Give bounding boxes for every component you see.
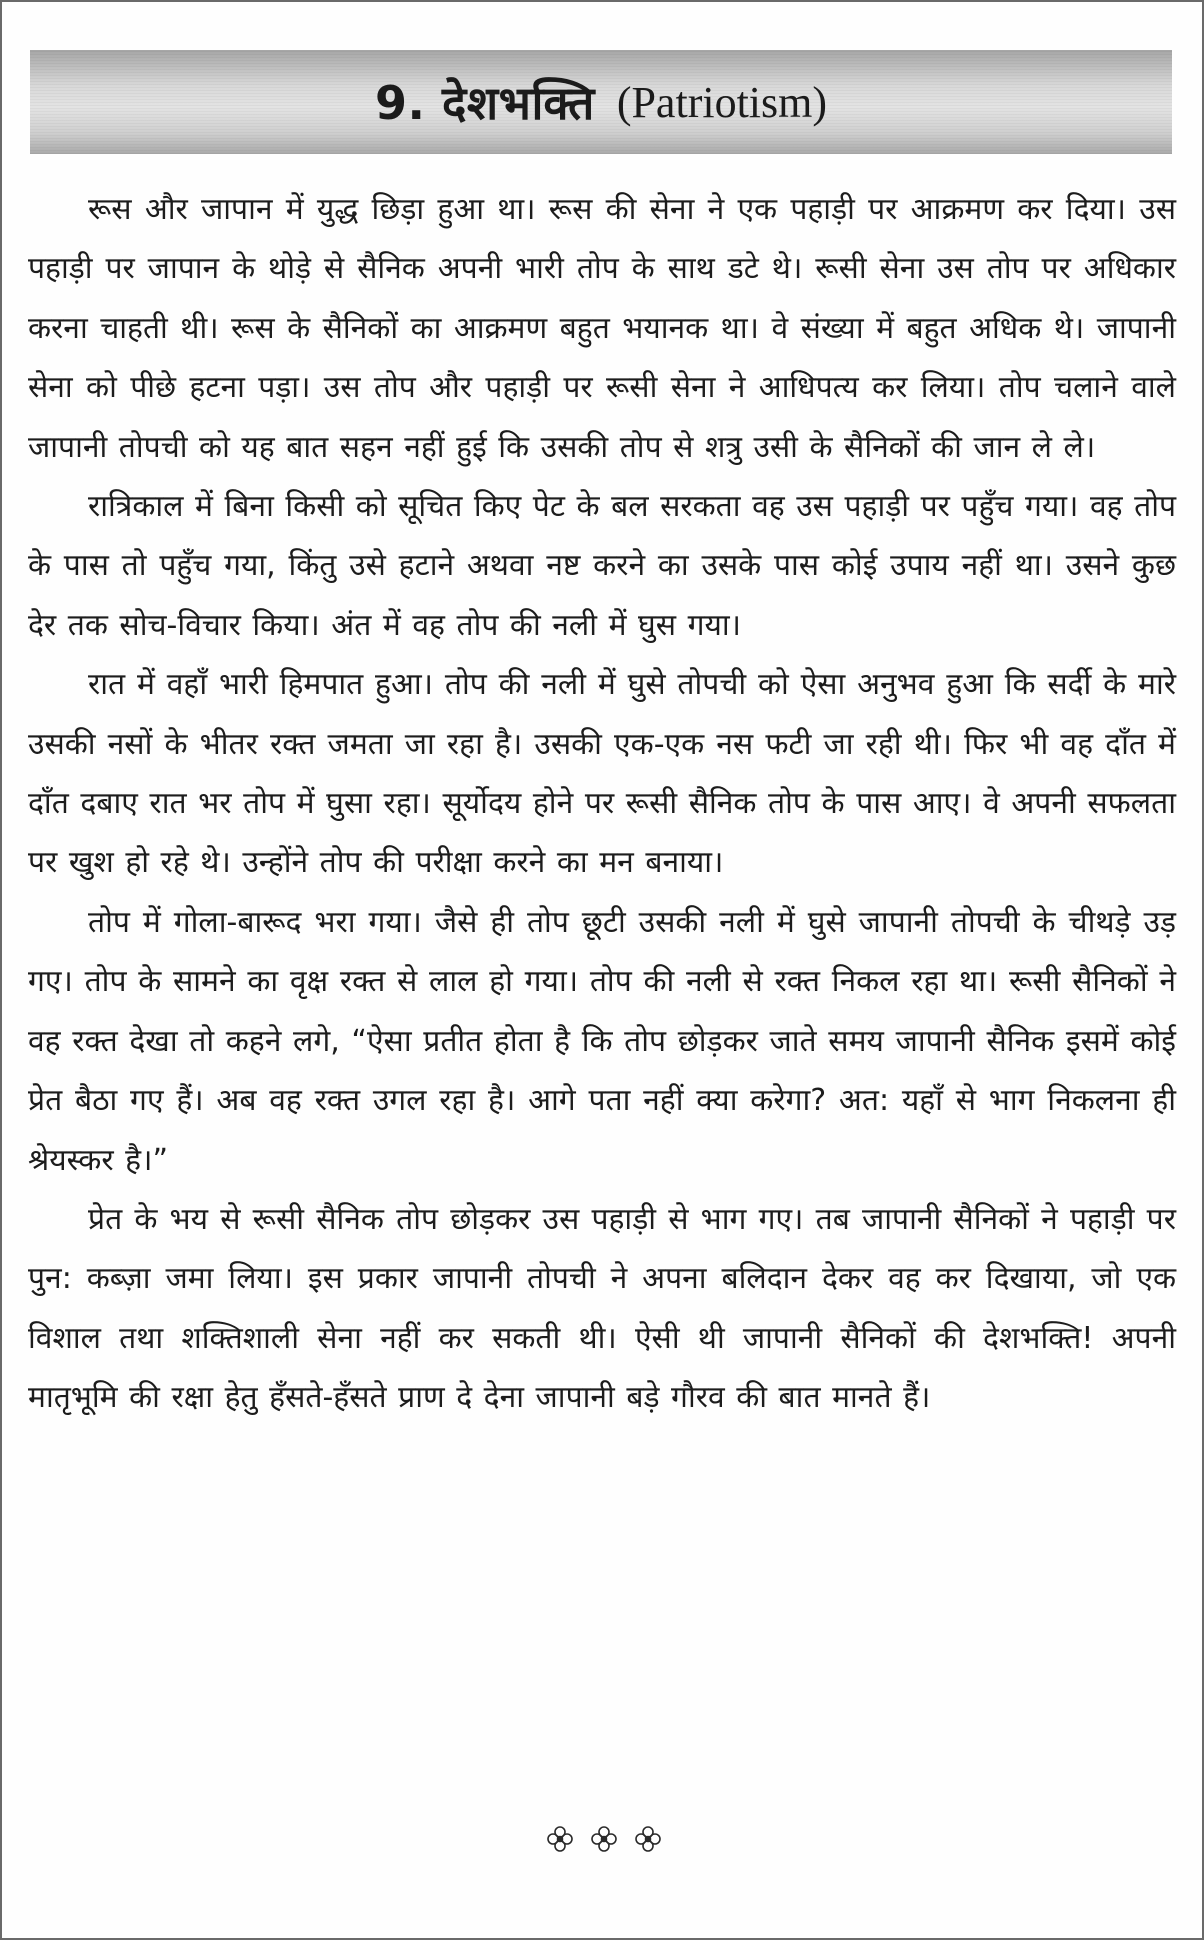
title-banner: [30, 50, 1172, 154]
chapter-title: 9. देशभक्ति: [374, 76, 595, 130]
paragraph-3: रात में वहाँ भारी हिमपात हुआ। तोप की नली में घुसे तोपची को ऐसा अनुभव हुआ कि सर्दी के मारे उसकी नसों के भीतर रक्त जमता जा रहा है। उसकी एक-एक नस फटी जा रही थी। फिर भी वह दाँत में दाँत दबाए रात भर तोप में घुसा रहा। सूर्योदय होने पर रूसी सैनिक तोप के पास आए। वे अपनी सफलता पर खुश हो रहे थे। उन्होंने तोप की परीक्षा करने का मन बनाया।: [28, 667, 1176, 881]
flower-icon: [633, 1824, 663, 1854]
flower-icon: [545, 1824, 575, 1854]
paragraph-1: रूस और जापान में युद्ध छिड़ा हुआ था। रूस की सेना ने एक पहाड़ी पर आक्रमण कर दिया। उस पहाड़ी पर जापान के थोड़े से सैनिक अपनी भारी तोप के साथ डटे थे। रूसी सेना उस तोप पर अधिकार करना चाहती थी। रूस के सैनिकों का आक्रमण बहुत भयानक था। वे संख्या में बहुत अधिक थे। जापानी सेना को पीछे हटना पड़ा। उस तोप और पहाड़ी पर रूसी सेना ने आधिपत्य कर लिया। तोप चलाने वाले जापानी तोपची को यह बात सहन नहीं हुई कि उसकी तोप से शत्रु उसी के सैनिकों की जान ले ले।: [28, 192, 1176, 465]
paragraph-2: रात्रिकाल में बिना किसी को सूचित किए पेट के बल सरकता वह उस पहाड़ी पर पहुँच गया। वह तोप के पास तो पहुँच गया, किंतु उसे हटाने अथवा नष्ट करने का उसके पास कोई उपाय नहीं था। उसने कुछ देर तक सोच-विचार किया। अंत में वह तोप की नली में घुस गया।: [28, 489, 1176, 643]
paragraph-5: प्रेत के भय से रूसी सैनिक तोप छोड़कर उस पहाड़ी से भाग गए। तब जापानी सैनिकों ने पहाड़ी पर पुन: कब्ज़ा जमा लिया। इस प्रकार जापानी तोपची ने अपना बलिदान देकर वह कर दिखाया, जो एक विशाल तथा शक्तिशाली सेना नहीं कर सकती थी। ऐसी थी जापानी सैनिकों की देशभक्ति! अपनी मातृभूमि की रक्षा हेतु हँसते-हँसते प्राण दे देना जापानी बड़े गौरव की बात मानते हैं।: [28, 1201, 1176, 1416]
end-ornament: [2, 1824, 1204, 1854]
flower-icon: [589, 1824, 619, 1854]
chapter-subtitle: (Patriotism): [616, 77, 828, 127]
story-body: [28, 180, 1176, 1428]
paragraph-4: तोप में गोला-बारूद भरा गया। जैसे ही तोप छूटी उसकी नली में घुसे जापानी तोपची के चीथड़े उड़ गए। तोप के सामने का वृक्ष रक्त से लाल हो गया। तोप की नली से रक्त निकल रहा था। रूसी सैनिकों ने वह रक्त देखा तो कहने लगे, “ऐसा प्रतीत होता है कि तोप छोड़कर जाते समय जापानी सैनिक इसमें कोई प्रेत बैठा गए हैं। अब वह रक्त उगल रहा है। आगे पता नहीं क्या करेगा? अत: यहाँ से भाग निकलना ही श्रेयस्कर है।”: [28, 904, 1176, 1178]
